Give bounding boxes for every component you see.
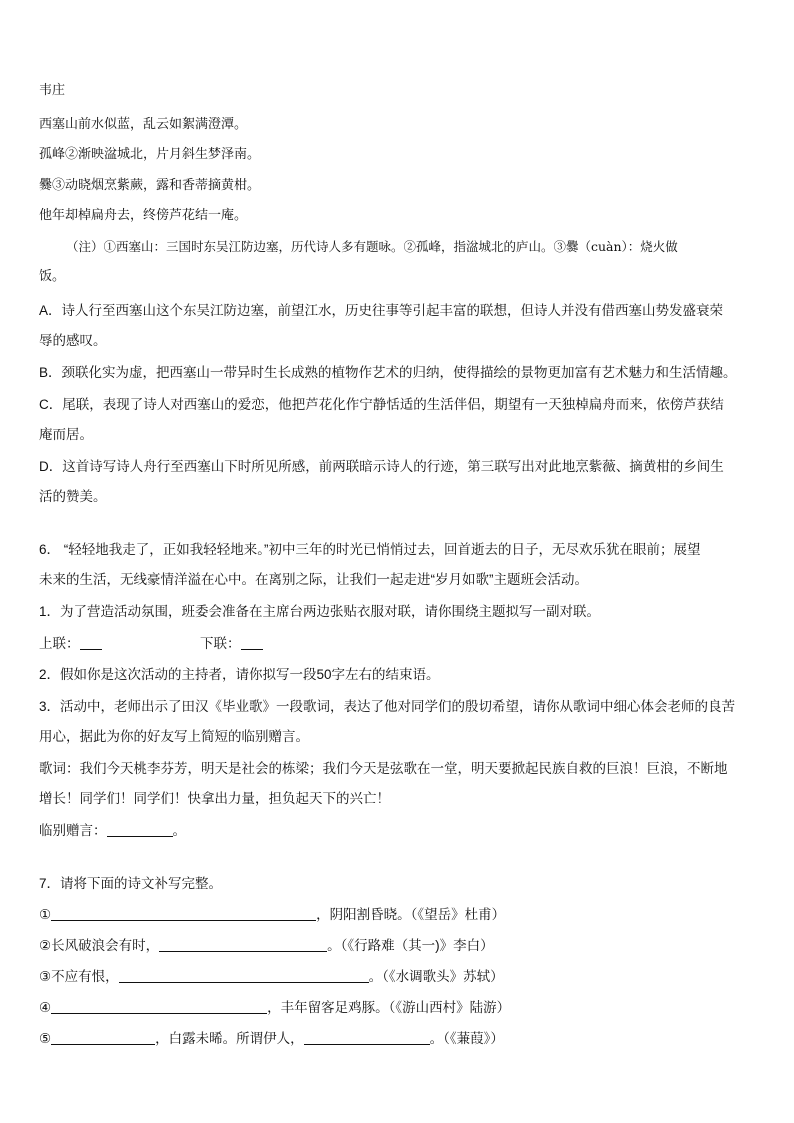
q6-intro: 6． “轻轻地我走了，正如我轻轻地来。”初中三年的时光已悄悄过去，回首逝去的日子，无尽欢乐犹在眼前；展望 xyxy=(39,542,701,557)
couplet-lower-label: 下联： xyxy=(200,636,241,651)
q7-item-4-blank[interactable] xyxy=(51,999,267,1014)
q7-item-3 xyxy=(39,968,504,986)
q7-item-5-blank-2[interactable] xyxy=(304,1030,430,1045)
q6-item-1: 1．为了营造活动氛围，班委会准备在主席台两边张贴衣服对联，请你围绕主题拟写一副对联。 xyxy=(39,604,601,619)
couplet-lower xyxy=(200,635,263,653)
option-a: A．诗人行至西塞山这个东吴江防边塞，前望江水，历史往事等引起丰富的联想，但诗人并没有借西塞山势发盛衰荣 xyxy=(39,303,724,318)
option-c-cont: 庵而居。 xyxy=(39,427,93,442)
q6-lyrics-cont: 增长！同学们！同学们！快拿出力量，担负起天下的兴亡！ xyxy=(39,791,390,806)
farewell-blank[interactable] xyxy=(107,822,173,837)
poem-line-3: 爨③动晓烟烹紫蕨，露和香蒂摘黄柑。 xyxy=(39,178,261,193)
q7-item-4 xyxy=(39,999,510,1017)
q7-item-1 xyxy=(39,906,505,924)
couplet-upper-label: 上联： xyxy=(39,636,80,651)
option-d: D．这首诗写诗人舟行至西塞山下时所见所感，前两联暗示诗人的行迹，第三联写出对此地烹紫薇、摘黄柑的乡间生 xyxy=(39,459,724,474)
q7-item-5 xyxy=(39,1030,504,1048)
q6-item-3: 3．活动中，老师出示了田汉《毕业歌》一段歌词，表达了他对同学们的殷切希望，请你从歌词中细心体会老师的良苦 xyxy=(39,699,736,714)
q6-item-3-cont: 用心，据此为你的好友写上简短的临别赠言。 xyxy=(39,729,309,744)
q7-item-1-blank[interactable] xyxy=(51,906,316,921)
q7-item-1-num: ① xyxy=(39,907,52,922)
q7-item-2-post: 。（《行路难（其一)》李白） xyxy=(327,938,494,953)
q7-item-5-blank-1[interactable] xyxy=(51,1030,155,1045)
couplet-lower-blank[interactable] xyxy=(241,635,263,650)
q7-item-2-num: ② xyxy=(39,938,52,953)
farewell-tail: 。 xyxy=(172,823,186,838)
poem-line-1: 西塞山前水似蓝，乱云如絮满澄潭。 xyxy=(39,117,248,132)
q7-item-4-num: ④ xyxy=(39,1000,52,1015)
couplet-upper xyxy=(39,635,102,653)
q7-title: 7．请将下面的诗文补写完整。 xyxy=(39,876,223,891)
poem-author: 韦庄 xyxy=(39,83,66,98)
poem-note-cont: 饭。 xyxy=(39,269,66,284)
q7-item-3-blank[interactable] xyxy=(119,968,369,983)
option-b: B．颈联化实为虚，把西塞山一带异时生长成熟的植物作艺术的归纳，使得描绘的景物更加富有艺术魅力和生活情趣。 xyxy=(39,365,737,380)
poem-line-2: 孤峰②渐映湓城北，片月斜生梦泽南。 xyxy=(39,147,261,162)
q7-item-5-post2: 。（《蒹葭》） xyxy=(429,1031,504,1046)
farewell-line xyxy=(39,822,186,840)
option-c: C．尾联，表现了诗人对西塞山的爱恋，他把芦花化作宁静恬适的生活伴侣，期望有一天独棹扁舟而来，依傍芦获结 xyxy=(39,397,724,412)
option-d-cont: 活的赞美。 xyxy=(39,489,107,504)
farewell-label: 临别赠言： xyxy=(39,823,107,838)
q6-intro-cont: 未来的生活，无线豪情洋溢在心中。在离别之际，让我们一起走进“岁月如歌”主题班会活动。 xyxy=(39,572,588,587)
option-a-cont: 辱的感叹。 xyxy=(39,333,107,348)
q7-item-3-num: ③ xyxy=(39,969,52,984)
q6-lyrics: 歌词：我们今天桃李芬芳，明天是社会的栋梁；我们今天是弦歌在一堂，明天要掀起民族自救的巨浪！巨浪，不断地 xyxy=(39,761,728,776)
q7-item-4-post: ，丰年留客足鸡豚。（《游山西村》陆游） xyxy=(267,1000,511,1015)
poem-line-4: 他年却棹扁舟去，终傍芦花结一庵。 xyxy=(39,208,248,223)
q7-item-5-post: ，白露未晞。所谓伊人， xyxy=(155,1031,304,1046)
couplet-upper-blank[interactable] xyxy=(80,635,102,650)
q7-item-2-pre: 长风破浪会有时， xyxy=(51,938,160,953)
q7-item-1-post: ，阴阳割昏晓。（《望岳》杜甫） xyxy=(316,907,506,922)
q6-item-2: 2．假如你是这次活动的主持者，请你拟写一段50字左右的结束语。 xyxy=(39,667,440,682)
q7-item-3-post: 。（《水调歌头》苏轼） xyxy=(368,969,504,984)
poem-note: （注）①西塞山：三国时东吴江防边塞，历代诗人多有题咏。②孤峰，指湓城北的庐山。③爨（cuàn）：烧火做 xyxy=(66,239,678,254)
q7-item-2 xyxy=(39,937,494,955)
q7-item-2-blank[interactable] xyxy=(159,937,327,952)
q7-item-3-pre: 不应有恨， xyxy=(51,969,119,984)
q7-item-5-num: ⑤ xyxy=(39,1031,52,1046)
